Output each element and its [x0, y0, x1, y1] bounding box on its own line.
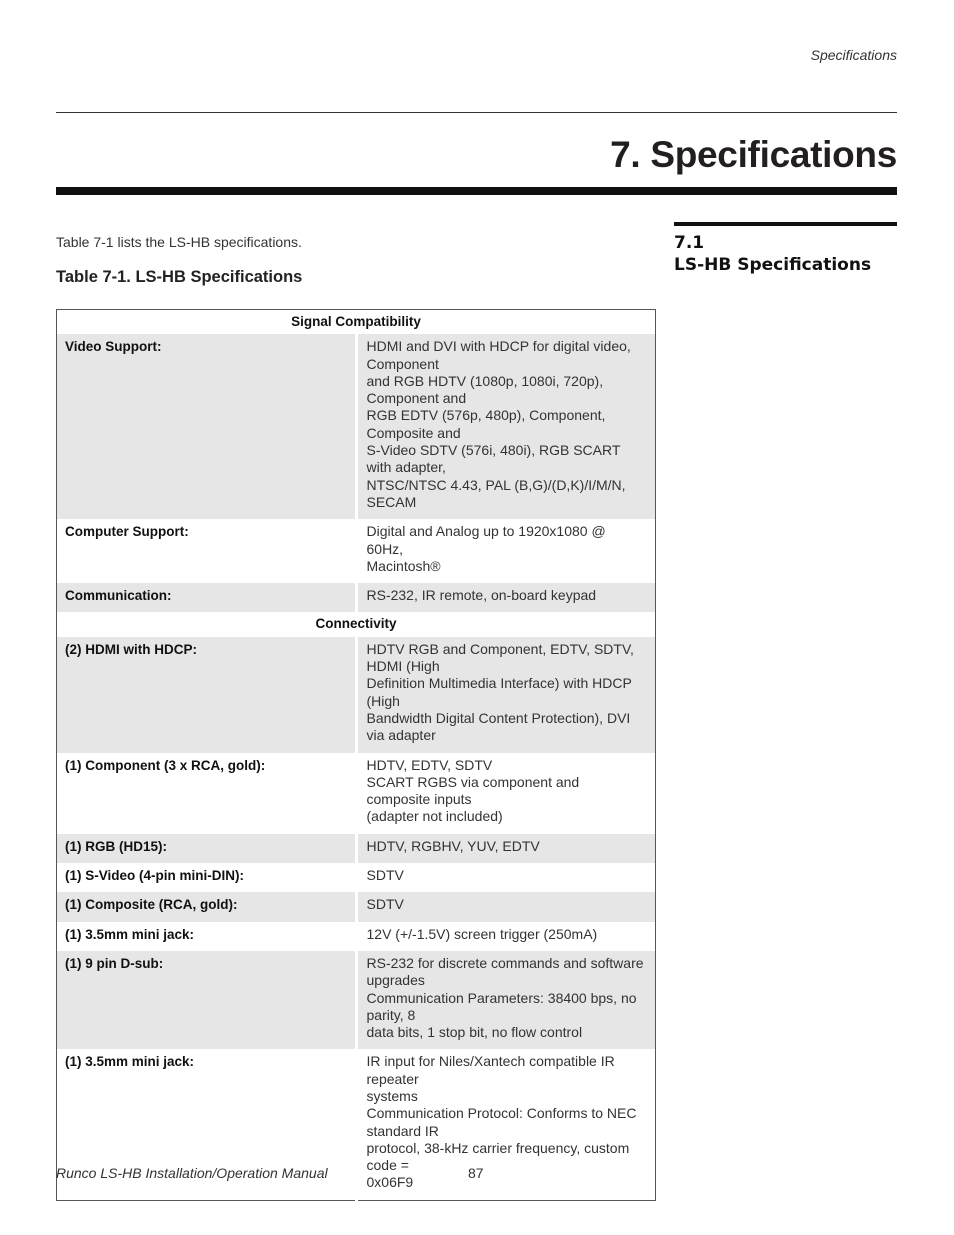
spec-value-line: HDTV RGB and Component, EDTV, SDTV, HDMI (High: [366, 640, 634, 675]
spec-value-line: 0x06F9: [366, 1174, 414, 1191]
table-row: [57, 863, 656, 892]
table-row: [57, 334, 656, 519]
spec-value-line: HDTV, RGBHV, YUV, EDTV: [366, 837, 540, 854]
chapter-rule: [56, 187, 897, 195]
spec-value: [356, 834, 656, 863]
spec-value: [356, 519, 656, 583]
spec-value: [356, 922, 656, 951]
spec-value-line: Definition Multimedia Interface) with HDCP (High: [366, 675, 632, 709]
spec-value: [356, 753, 656, 834]
spec-value: [356, 334, 656, 519]
section-title: LS-HB Specifications: [674, 255, 872, 275]
spec-label: (1) 3.5mm mini jack:: [65, 926, 195, 942]
chapter-title: 7. Specifications: [610, 134, 897, 175]
running-header: Specifications: [810, 47, 897, 63]
specifications-table: [56, 309, 656, 1201]
intro-text: Table 7-1 lists the LS-HB specifications.: [56, 234, 302, 250]
header-rule: [56, 112, 897, 113]
table-row: [57, 753, 656, 834]
footer-manual-title: Runco LS-HB Installation/Operation Manual: [56, 1165, 328, 1181]
spec-value-line: data bits, 1 stop bit, no flow control: [366, 1024, 583, 1041]
spec-value-line: HDTV, EDTV, SDTV: [366, 756, 493, 773]
spec-label: Computer Support:: [65, 524, 189, 540]
spec-value-line: Digital and Analog up to 1920x1080 @ 60Hz,: [366, 523, 606, 557]
section-rule: [674, 222, 897, 226]
group-heading: Connectivity: [57, 612, 656, 636]
spec-value-line: systems: [366, 1087, 418, 1104]
footer-page-number: 87: [468, 1165, 484, 1181]
spec-value-line: 12V (+/-1.5V) screen trigger (250mA): [366, 925, 598, 942]
table-row: [57, 951, 656, 1049]
spec-value-line: Communication Parameters: 38400 bps, no parity, 8: [366, 989, 637, 1023]
spec-value-line: RGB EDTV (576p, 480p), Component, Composite and: [366, 407, 606, 441]
spec-value-line: (adapter not included): [366, 808, 503, 825]
spec-value-line: SCART RGBS via component and composite inputs: [366, 773, 580, 808]
spec-value: [356, 583, 656, 612]
section-number: 7.1: [674, 233, 705, 253]
spec-value-line: IR input for Niles/Xantech compatible IR repeater: [366, 1053, 615, 1087]
spec-value-line: Macintosh®: [366, 557, 441, 574]
group-heading: Signal Compatibility: [57, 310, 656, 335]
table-caption: Table 7-1. LS-HB Specifications: [56, 268, 303, 286]
spec-value-line: SDTV: [366, 867, 404, 884]
spec-value: [356, 1049, 656, 1200]
table-row: [57, 892, 656, 921]
table-row: [57, 922, 656, 951]
spec-label: Communication:: [57, 583, 357, 612]
spec-value-line: protocol, 38-kHz carrier frequency, custom code =: [366, 1139, 630, 1174]
spec-label: (1) 3.5mm mini jack:: [65, 1054, 195, 1070]
table-row: [57, 519, 656, 583]
spec-label: (1) S-Video (4-pin mini-DIN):: [65, 868, 244, 884]
spec-label: (2) HDMI with HDCP:: [57, 637, 357, 753]
spec-label: (1) Composite (RCA, gold):: [57, 892, 357, 921]
spec-value-line: NTSC/NTSC 4.43, PAL (B,G)/(D,K)/I/M/N, SECAM: [366, 476, 626, 510]
spec-value-line: RS-232, IR remote, on-board keypad: [366, 587, 597, 604]
spec-value-line: and RGB HDTV (1080p, 1080i, 720p), Component and: [366, 372, 604, 407]
spec-value: [356, 951, 656, 1049]
spec-label: Video Support:: [57, 334, 357, 519]
spec-value: [356, 863, 656, 892]
table-row: [57, 583, 656, 612]
spec-value-line: S-Video SDTV (576i, 480i), RGB SCART with adapter,: [366, 442, 621, 476]
table-group-header: [57, 310, 656, 335]
spec-value-line: RS-232 for discrete commands and software upgrades: [366, 954, 644, 989]
spec-label: (1) Component (3 x RCA, gold):: [65, 757, 266, 773]
spec-value: [356, 892, 656, 921]
spec-value-line: Communication Protocol: Conforms to NEC standard IR: [366, 1105, 637, 1139]
table-group-header: [57, 612, 656, 636]
table-row: [57, 637, 656, 753]
spec-value-line: SDTV: [366, 896, 404, 913]
spec-label: (1) 9 pin D-sub:: [57, 951, 357, 1049]
table-row: [57, 834, 656, 863]
spec-value-line: Bandwidth Digital Content Protection), DVI via adapter: [366, 709, 631, 744]
spec-label: (1) RGB (HD15):: [57, 834, 357, 863]
spec-value: [356, 637, 656, 753]
spec-value-line: HDMI and DVI with HDCP for digital video, Component: [366, 338, 631, 372]
